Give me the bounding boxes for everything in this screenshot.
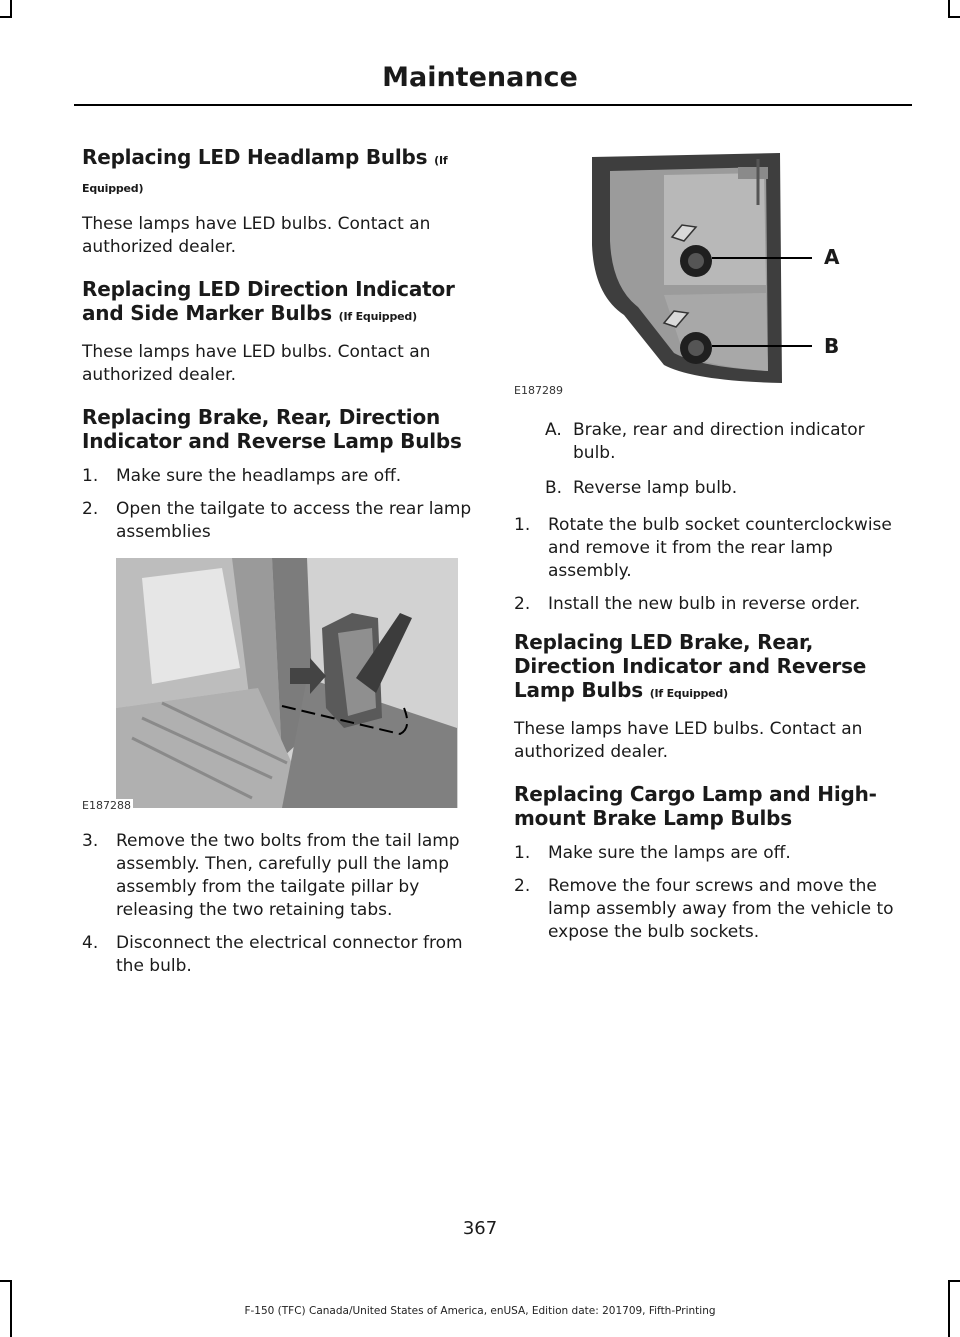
heading-text: Replacing LED Brake, Rear, Direction Indicator and Reverse Lamp Bulbs — [514, 630, 867, 702]
steps-list — [514, 514, 910, 616]
step-number: 3. — [82, 831, 99, 851]
list-item — [82, 498, 476, 544]
callout-label-b: B — [824, 334, 840, 358]
footer-edition-text: F-150 (TFC) Canada/United States of America, enUSA, Edition date: 201709, Fifth-Printing — [244, 1305, 716, 1317]
right-column — [514, 145, 910, 958]
list-item — [514, 514, 910, 583]
crop-mark — [0, 16, 12, 18]
bulb-socket-a — [680, 245, 712, 277]
list-item — [82, 932, 476, 978]
list-item — [514, 593, 910, 616]
body-text: These lamps have LED bulbs. Contact an authorized dealer. — [514, 719, 863, 762]
header-rule — [74, 104, 912, 106]
section-heading — [82, 145, 476, 201]
step-number: 1. — [514, 515, 531, 535]
figure-legend — [514, 419, 910, 500]
step-text: Make sure the lamps are off. — [548, 843, 791, 863]
steps-list — [514, 842, 910, 944]
list-item — [514, 842, 910, 865]
step-text: Rotate the bulb socket counterclockwise and remove it from the rear lamp assembly. — [548, 515, 892, 581]
body-text: These lamps have LED bulbs. Contact an authorized dealer. — [82, 342, 431, 385]
heading-qualifier: (If Equipped) — [649, 687, 728, 700]
tail-lamp-figure — [514, 145, 890, 397]
section-heading — [82, 277, 476, 329]
steps-list — [82, 830, 476, 978]
legend-text: Reverse lamp bulb. — [573, 478, 738, 498]
list-item — [82, 465, 476, 488]
legend-key: B. — [545, 478, 563, 498]
left-column — [82, 145, 476, 992]
list-item — [82, 830, 476, 922]
step-text: Open the tailgate to access the rear lamp assemblies — [116, 499, 472, 542]
legend-item — [514, 419, 910, 465]
step-number: 1. — [82, 466, 99, 486]
list-item — [514, 875, 910, 944]
bulb-socket-b — [680, 332, 712, 364]
body-text: These lamps have LED bulbs. Contact an authorized dealer. — [82, 214, 431, 257]
legend-text: Brake, rear and direction indicator bulb. — [573, 420, 865, 463]
crop-mark — [948, 1280, 960, 1282]
heading-text: Replacing LED Headlamp Bulbs — [82, 145, 428, 169]
step-number: 1. — [514, 843, 531, 863]
figure-code: E187289 — [514, 384, 563, 397]
step-text: Disconnect the electrical connector from the bulb. — [116, 933, 463, 976]
page-header-title: Maintenance — [382, 62, 578, 93]
step-text: Make sure the headlamps are off. — [116, 466, 402, 486]
callout-label-a: A — [824, 245, 840, 269]
tailgate-figure — [82, 558, 458, 812]
legend-key: A. — [545, 420, 562, 440]
steps-list — [82, 465, 476, 544]
section-heading — [514, 782, 910, 830]
heading-text: Replacing Brake, Rear, Direction Indicator and Reverse Lamp Bulbs — [82, 405, 462, 453]
section-heading — [82, 405, 476, 453]
step-text: Remove the four screws and move the lamp assembly away from the vehicle to expose the bulb sockets. — [548, 876, 894, 942]
section-heading — [514, 630, 910, 706]
page-number: 367 — [462, 1218, 498, 1239]
heading-text: Replacing Cargo Lamp and High-mount Brake Lamp Bulbs — [514, 782, 877, 830]
tailgate-illustration — [82, 558, 458, 808]
step-text: Install the new bulb in reverse order. — [548, 594, 861, 614]
step-number: 2. — [82, 499, 99, 519]
heading-qualifier: (If Equipped) — [82, 154, 448, 195]
heading-text: Replacing LED Direction Indicator and Side Marker Bulbs — [82, 277, 455, 325]
heading-qualifier: (If Equipped) — [338, 310, 417, 323]
step-number: 2. — [514, 876, 531, 896]
step-text: Remove the two bolts from the tail lamp assembly. Then, carefully pull the lamp assembly from the tailgate pillar by releasing the two retaining tabs. — [116, 831, 460, 920]
figure-code: E187288 — [82, 799, 131, 812]
crop-mark — [0, 1280, 12, 1282]
step-number: 2. — [514, 594, 531, 614]
step-number: 4. — [82, 933, 99, 953]
legend-item — [514, 477, 910, 500]
crop-mark — [948, 16, 960, 18]
